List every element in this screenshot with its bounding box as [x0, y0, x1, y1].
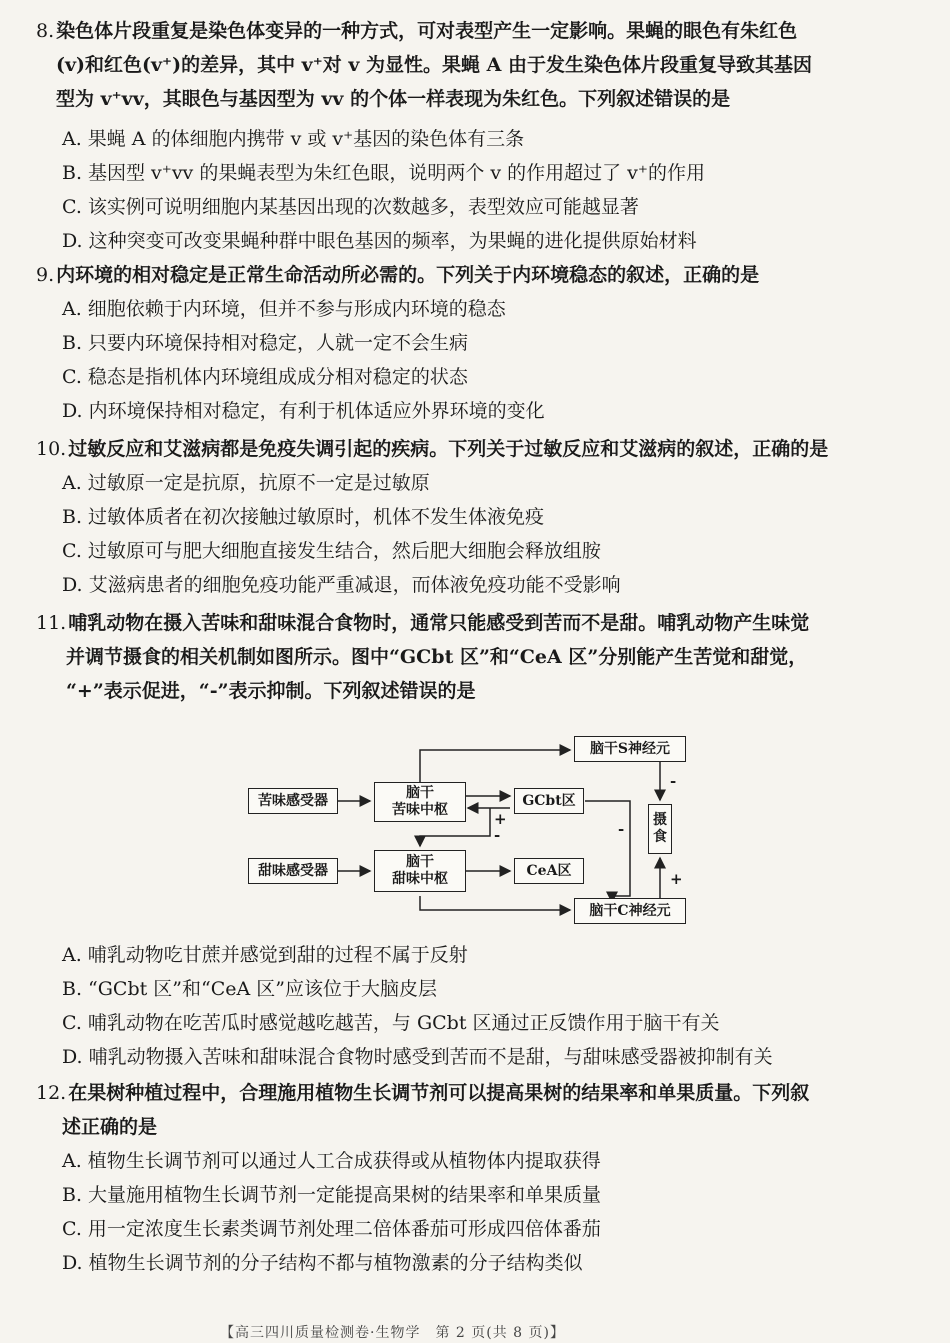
question-number: 9.: [36, 264, 55, 286]
question-8-option-a: A. 果蝇 A 的体细胞内携带 v 或 v⁺基因的染色体有三条: [62, 128, 525, 150]
stem-line: 内环境的相对稳定是正常生命活动所必需的。下列关于内环境稳态的叙述，正确的是: [56, 264, 760, 286]
feeding-box: 摄 食: [648, 804, 672, 854]
question-9-option-c: C. 稳态是指机体内环境组成成分相对稳定的状态: [62, 366, 468, 388]
question-8-option-d: D. 这种突变可改变果蝇种群中眼色基因的频率，为果蝇的进化提供原始材料: [62, 230, 697, 252]
question-10-option-c: C. 过敏原可与肥大细胞直接发生结合，然后肥大细胞会释放组胺: [62, 540, 601, 562]
question-10-stem: [36, 432, 920, 466]
stem-line: 哺乳动物在摄入苦味和甜味混合食物时，通常只能感受到苦而不是甜。哺乳动物产生味觉: [68, 612, 810, 634]
question-11-stem: [36, 606, 920, 708]
question-10-option-a: A. 过敏原一定是抗原，抗原不一定是过敏原: [62, 472, 430, 494]
question-12-option-b: B. 大量施用植物生长调节剂一定能提高果树的结果率和单果质量: [62, 1184, 602, 1206]
question-8-option-b: B. 基因型 v⁺vv 的果蝇表型为朱红色眼，说明两个 v 的作用超过了 v⁺的作用: [62, 162, 705, 184]
question-11-option-d: D. 哺乳动物摄入苦味和甜味混合食物时感受到苦而不是甜，与甜味感受器被抑制有关: [62, 1046, 773, 1068]
question-11-option-b: B. “GCbt 区”和“CeA 区”应该位于大脑皮层: [62, 978, 437, 1000]
stem-line: 并调节摄食的相关机制如图所示。图中“GCbt 区”和“CeA 区”分别能产生苦觉和甜觉，: [66, 646, 808, 668]
taste-mechanism-diagram: [240, 728, 700, 928]
question-9-option-d: D. 内环境保持相对稳定，有利于机体适应外界环境的变化: [62, 400, 545, 422]
question-number: 11.: [36, 612, 67, 634]
stem-line: 述正确的是: [62, 1116, 158, 1138]
s-neuron-box: 脑干S神经元: [574, 736, 686, 762]
question-number: 10.: [36, 438, 67, 460]
question-12-option-d: D. 植物生长调节剂的分子结构不都与植物激素的分子结构类似: [62, 1252, 583, 1274]
sweet-receptor-box: 甜味感受器: [248, 858, 338, 884]
minus-sign: -: [494, 826, 501, 844]
question-11-option-c: C. 哺乳动物在吃苦瓜时感觉越吃越苦，与 GCbt 区通过正反馈作用于脑干有关: [62, 1012, 720, 1034]
question-9-option-a: A. 细胞依赖于内环境，但并不参与形成内环境的稳态: [62, 298, 506, 320]
question-number: 12.: [36, 1082, 67, 1104]
stem-line: “+”表示促进，“-”表示抑制。下列叙述错误的是: [66, 680, 476, 702]
sweet-center-box: 脑干 甜味中枢: [374, 850, 466, 892]
question-number: 8.: [36, 20, 55, 42]
plus-sign: +: [670, 870, 683, 888]
c-neuron-box: 脑干C神经元: [574, 898, 686, 924]
plus-sign: +: [494, 810, 507, 828]
bitter-receptor-box: 苦味感受器: [248, 788, 338, 814]
stem-line: (v)和红色(v⁺)的差异，其中 v⁺对 v 为显性。果蝇 A 由于发生染色体片段重复导致其基因: [56, 54, 812, 76]
gcbt-box: GCbt区: [514, 788, 584, 814]
stem-line: 型为 v⁺vv，其眼色与基因型为 vv 的个体一样表现为朱红色。下列叙述错误的是: [56, 88, 731, 110]
stem-line: 在果树种植过程中，合理施用植物生长调节剂可以提高果树的结果率和单果质量。下列叙: [68, 1082, 810, 1104]
question-10-option-d: D. 艾滋病患者的细胞免疫功能严重减退，而体液免疫功能不受影响: [62, 574, 621, 596]
minus-sign: -: [618, 820, 625, 838]
minus-sign: -: [670, 772, 677, 790]
question-12-option-a: A. 植物生长调节剂可以通过人工合成获得或从植物体内提取获得: [62, 1150, 601, 1172]
cea-box: CeA区: [514, 858, 584, 884]
question-9-stem: [36, 258, 920, 292]
stem-line: 过敏反应和艾滋病都是免疫失调引起的疾病。下列关于过敏反应和艾滋病的叙述，正确的是: [68, 438, 829, 460]
question-11-option-a: A. 哺乳动物吃甘蔗并感觉到甜的过程不属于反射: [62, 944, 468, 966]
question-9-option-b: B. 只要内环境保持相对稳定，人就一定不会生病: [62, 332, 469, 354]
question-8-stem: [36, 14, 920, 116]
question-10-option-b: B. 过敏体质者在初次接触过敏原时，机体不发生体液免疫: [62, 506, 545, 528]
question-12-stem: [36, 1076, 920, 1144]
question-8-option-c: C. 该实例可说明细胞内某基因出现的次数越多，表型效应可能越显著: [62, 196, 639, 218]
question-12-option-c: C. 用一定浓度生长素类调节剂处理二倍体番茄可形成四倍体番茄: [62, 1218, 601, 1240]
bitter-center-box: 脑干 苦味中枢: [374, 782, 466, 822]
page-footer: 【高三四川质量检测卷·生物学 第 2 页(共 8 页)】: [220, 1325, 565, 1341]
stem-line: 染色体片段重复是染色体变异的一种方式，可对表型产生一定影响。果蝇的眼色有朱红色: [56, 20, 798, 42]
